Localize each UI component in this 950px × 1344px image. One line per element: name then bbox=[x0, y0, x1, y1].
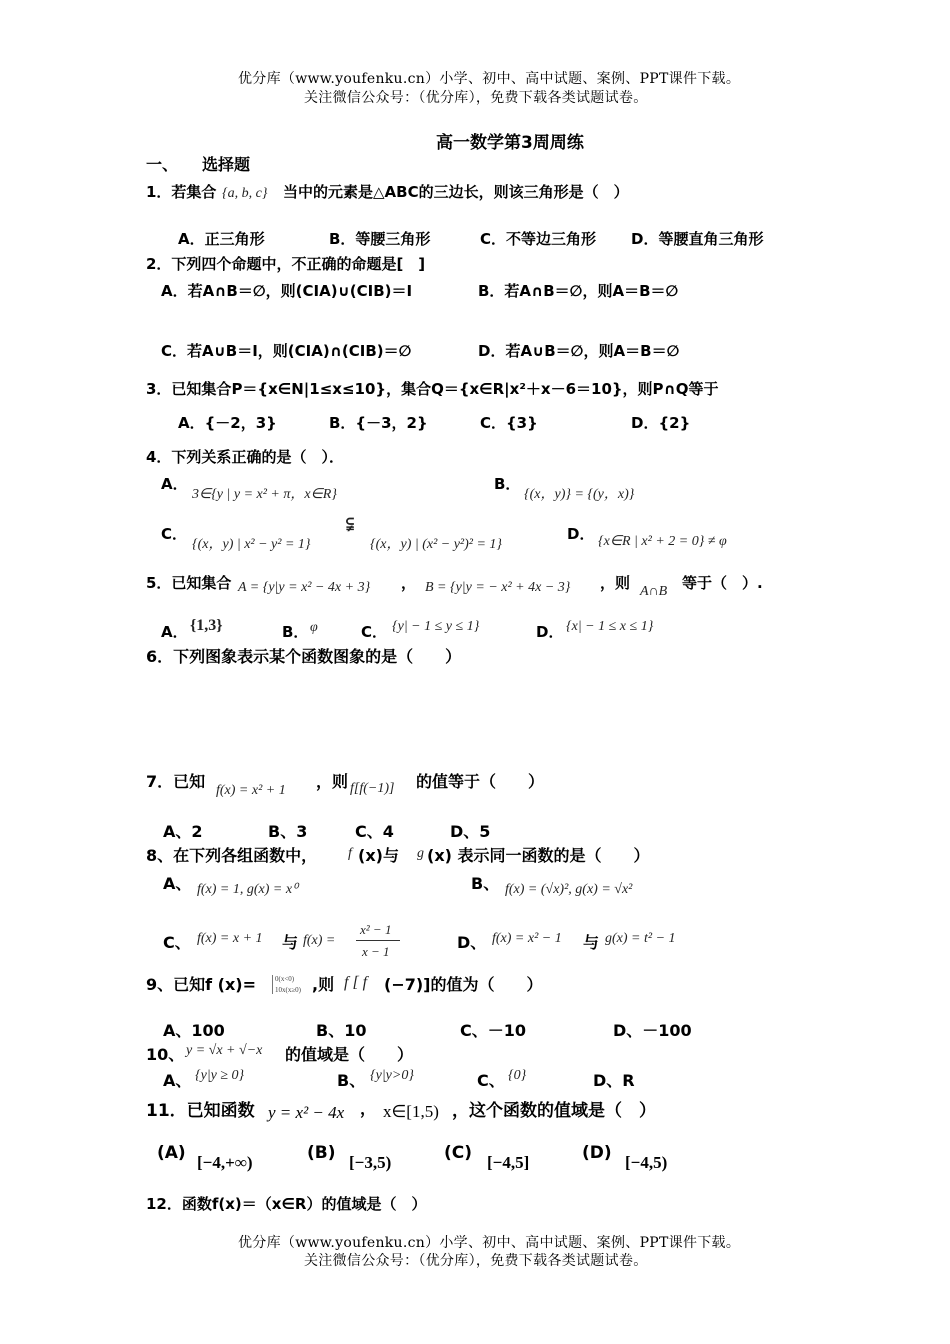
q9-option-b[interactable]: B、10 bbox=[316, 1021, 367, 1040]
q8-option-c-math-1: f(x) = x + 1 bbox=[197, 931, 263, 946]
q6-stem: 6．下列图象表示某个函数图象的是（ ） bbox=[146, 647, 462, 666]
q8-option-c-math-2: f(x) = bbox=[303, 933, 336, 948]
q11-option-b-value: [−3,5) bbox=[349, 1153, 392, 1172]
q4-option-c-math-2: {(x，y) | (x² − y²)² = 1} bbox=[370, 537, 503, 552]
q11-option-a-value: [−4,+∞) bbox=[197, 1153, 253, 1172]
q5-option-a-label[interactable]: A． bbox=[161, 623, 188, 641]
q7-mid: ，则 bbox=[316, 772, 349, 791]
q5-pre: 5．已知集合 bbox=[146, 574, 232, 592]
q5-option-c-label[interactable]: C． bbox=[361, 623, 388, 641]
q8-option-c-denominator: x − 1 bbox=[362, 944, 390, 959]
q5-option-b-math: φ bbox=[310, 620, 318, 635]
q10-option-b-math: {y|y>0} bbox=[370, 1068, 414, 1083]
q1-option-c[interactable]: C．不等边三角形 bbox=[480, 230, 597, 248]
q2-stem: 2．下列四个命题中，不正确的命题是[ ] bbox=[146, 255, 426, 273]
q10-option-d[interactable]: D、R bbox=[593, 1071, 635, 1090]
q2-option-a[interactable]: A．若A∩B＝∅，则(CIA)∪(CIB)＝I bbox=[161, 282, 413, 300]
q4-option-d-label[interactable]: D． bbox=[567, 525, 595, 543]
q4-stem: 4．下列关系正确的是（ ）． bbox=[146, 448, 344, 466]
q5-comma: ， bbox=[401, 574, 417, 592]
q11-option-d-value: [−4,5) bbox=[625, 1153, 668, 1172]
page-title: 高一数学第3周周练 bbox=[436, 133, 584, 153]
q5-option-a-math: {1,3} bbox=[190, 617, 223, 634]
q11-option-b-label[interactable]: (B) bbox=[307, 1143, 336, 1163]
q7-post: 的值等于（ ） bbox=[416, 772, 545, 791]
q2-option-c[interactable]: C．若A∪B＝I，则(CIA)∩(CIB)＝∅ bbox=[161, 342, 412, 360]
q2-option-d[interactable]: D．若A∪B＝∅，则A＝B＝∅ bbox=[478, 342, 680, 360]
q11-domain: x∈[1,5) bbox=[383, 1102, 439, 1121]
q10-option-c-math: {0} bbox=[508, 1068, 527, 1083]
q4-option-a-math: 3∈{y | y = x² + π，x∈R} bbox=[192, 487, 337, 502]
q11-option-c-label[interactable]: (C) bbox=[444, 1143, 473, 1163]
q5-post: 等于（ ）. bbox=[682, 574, 763, 592]
q4-option-c-subset-symbol: ⫋ bbox=[346, 514, 354, 534]
q5-set-b: B = {y|y = − x² + 4x − 3} bbox=[425, 580, 571, 595]
q3-option-d[interactable]: D．{2} bbox=[631, 414, 691, 432]
q8-post: (x) 表示同一函数的是（ ） bbox=[427, 846, 650, 865]
q1-option-a[interactable]: A．正三角形 bbox=[178, 230, 265, 248]
q8-option-a-math: f(x) = 1, g(x) = x⁰ bbox=[197, 882, 298, 897]
section-label: 选择题 bbox=[202, 155, 251, 174]
q7-option-a[interactable]: A、2 bbox=[163, 822, 203, 841]
q11-option-c-value: [−4,5] bbox=[487, 1153, 530, 1172]
q11-option-a-label[interactable]: (A) bbox=[157, 1143, 186, 1163]
q9-piece-2: 10x(x≥0) bbox=[275, 986, 302, 994]
q5-a-cap-b: A∩B bbox=[640, 584, 668, 599]
q10-option-b-label[interactable]: B、 bbox=[337, 1071, 366, 1090]
q5-option-b-label[interactable]: B． bbox=[282, 623, 309, 641]
q9-piecewise bbox=[272, 975, 301, 994]
q8-option-c-numerator: x² − 1 bbox=[360, 922, 392, 937]
q7-option-d[interactable]: D、5 bbox=[450, 822, 491, 841]
q8-g: g bbox=[417, 846, 424, 861]
q7-option-b[interactable]: B、3 bbox=[268, 822, 308, 841]
q5-option-d-math: {x| − 1 ≤ x ≤ 1} bbox=[566, 619, 654, 634]
q4-option-b-math: {(x，y)} = {(y，x)} bbox=[524, 487, 635, 502]
q8-option-a-label[interactable]: A、 bbox=[163, 874, 192, 893]
q11-option-d-label[interactable]: (D) bbox=[582, 1143, 612, 1163]
q8-f: f bbox=[348, 846, 352, 861]
q1-option-d[interactable]: D．等腰直角三角形 bbox=[631, 230, 764, 248]
q9-option-c[interactable]: C、－10 bbox=[460, 1021, 527, 1040]
q1-option-b[interactable]: B．等腰三角形 bbox=[329, 230, 431, 248]
q7-option-c[interactable]: C、4 bbox=[355, 822, 394, 841]
q10-option-c-label[interactable]: C、 bbox=[477, 1071, 505, 1090]
q3-option-a[interactable]: A．{－2，3} bbox=[178, 414, 277, 432]
q4-option-d-math: {x∈R | x² + 2 = 0} ≠ φ bbox=[598, 534, 727, 549]
q4-option-b-label[interactable]: B． bbox=[494, 475, 521, 493]
q10-function: y = √x + √−x bbox=[186, 1043, 263, 1058]
q9-composition: f [ f bbox=[344, 974, 368, 991]
q3-option-b[interactable]: B．{－3，2} bbox=[329, 414, 428, 432]
q7-composition: f[f(−1)] bbox=[350, 781, 395, 796]
q8-option-d-label[interactable]: D、 bbox=[457, 933, 487, 952]
q3-stem: 3．已知集合P＝{x∈N|1≤x≤10}，集合Q＝{x∈R|x²＋x－6＝10}，则P∩Q等于 bbox=[146, 380, 719, 398]
q8-option-b-math: f(x) = (√x)², g(x) = √x² bbox=[505, 882, 633, 897]
q11-post: ，这个函数的值域是（ ） bbox=[452, 1101, 656, 1121]
q8-fraction-bar bbox=[356, 940, 400, 941]
q4-option-c-label[interactable]: C． bbox=[161, 525, 188, 543]
q4-option-c-math-1: {(x，y) | x² − y² = 1} bbox=[192, 537, 311, 552]
q1-set: {a, b, c} bbox=[222, 186, 268, 201]
section-number: 一、 bbox=[146, 155, 179, 174]
q7-pre: 7．已知 bbox=[146, 772, 206, 791]
q9-option-d[interactable]: D、－100 bbox=[613, 1021, 692, 1040]
q8-mid: (x)与 bbox=[358, 846, 399, 865]
q7-function: f(x) = x² + 1 bbox=[216, 783, 286, 798]
q1-pre: 1．若集合 bbox=[146, 183, 217, 201]
q8-option-b-label[interactable]: B、 bbox=[471, 874, 500, 893]
q12-stem: 12．函数f(x)＝（x∈R）的值域是（ ） bbox=[146, 1195, 427, 1213]
q10-post: 的值域是（ ） bbox=[285, 1045, 414, 1064]
q5-option-d-label[interactable]: D． bbox=[536, 623, 564, 641]
q5-mid: ，则 bbox=[600, 574, 631, 592]
footer-line-1: 优分库（www.youfenku.cn）小学、初中、高中试题、案例、PPT课件下载。 bbox=[238, 1235, 741, 1251]
q9-option-a[interactable]: A、100 bbox=[163, 1021, 225, 1040]
q4-option-a-label[interactable]: A． bbox=[161, 475, 188, 493]
q9-pre: 9、已知f (x)= bbox=[146, 975, 257, 994]
q2-option-b[interactable]: B．若A∩B＝∅，则A＝B＝∅ bbox=[478, 282, 679, 300]
header-line-2: 关注微信公众号：（优分库），免费下载各类试题试卷。 bbox=[304, 90, 648, 106]
footer-line-2: 关注微信公众号：（优分库），免费下载各类试题试卷。 bbox=[304, 1253, 648, 1269]
q9-piece-1: 0(x<0) bbox=[275, 975, 295, 983]
q11-comma: ， bbox=[360, 1099, 377, 1118]
q1-post: 当中的元素是△ABC的三边长，则该三角形是（ ） bbox=[283, 183, 629, 201]
header-line-1: 优分库（www.youfenku.cn）小学、初中、高中试题、案例、PPT课件下载。 bbox=[238, 71, 741, 87]
q8-option-c-label[interactable]: C、 bbox=[163, 933, 191, 952]
q11-function: y = x² − 4x bbox=[268, 1103, 345, 1122]
q8-option-d-math-1: f(x) = x² − 1 bbox=[492, 931, 562, 946]
q8-option-d-math-2: g(x) = t² − 1 bbox=[605, 931, 676, 946]
q8-pre: 8、在下列各组函数中， bbox=[146, 846, 318, 865]
q10-pre: 10、 bbox=[146, 1045, 185, 1064]
q8-option-d-and: 与 bbox=[583, 933, 600, 952]
q9-mid: ,则 bbox=[312, 975, 335, 994]
q5-set-a: A = {y|y = x² − 4x + 3} bbox=[238, 580, 371, 595]
q3-option-c[interactable]: C．{3} bbox=[480, 414, 538, 432]
q11-pre: 11．已知函数 bbox=[146, 1101, 255, 1121]
q9-post: (−7)]的值为（ ） bbox=[384, 975, 543, 994]
q8-option-c-and: 与 bbox=[282, 933, 299, 952]
q10-option-a-math: {y|y ≥ 0} bbox=[195, 1068, 245, 1083]
q10-option-a-label[interactable]: A、 bbox=[163, 1071, 192, 1090]
q5-option-c-math: {y| − 1 ≤ y ≤ 1} bbox=[392, 619, 480, 634]
